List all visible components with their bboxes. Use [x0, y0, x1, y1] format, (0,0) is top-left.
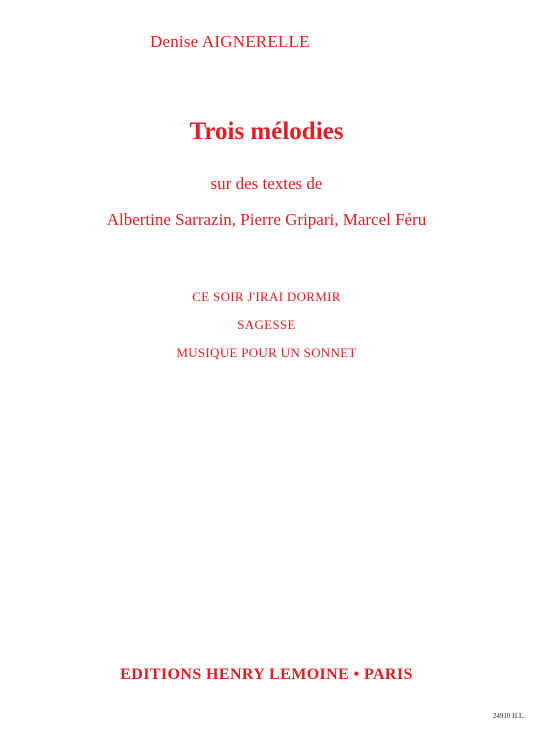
song-title-2: SAGESSE	[237, 317, 296, 332]
song-title-3: MUSIQUE POUR UN SONNET	[176, 345, 357, 360]
text-authors: Albertine Sarrazin, Pierre Gripari, Marcel Féru	[106, 210, 427, 229]
subtitle: sur des textes de	[210, 174, 323, 193]
composer-name: Denise AIGNERELLE	[150, 32, 310, 51]
song-title-1: CE SOIR J'IRAI DORMIR	[192, 289, 341, 304]
work-title: Trois mélodies	[189, 118, 344, 145]
publisher-imprint: EDITIONS HENRY LEMOINE • PARIS	[120, 666, 413, 683]
catalog-number: 24910 H.L.	[492, 712, 525, 720]
